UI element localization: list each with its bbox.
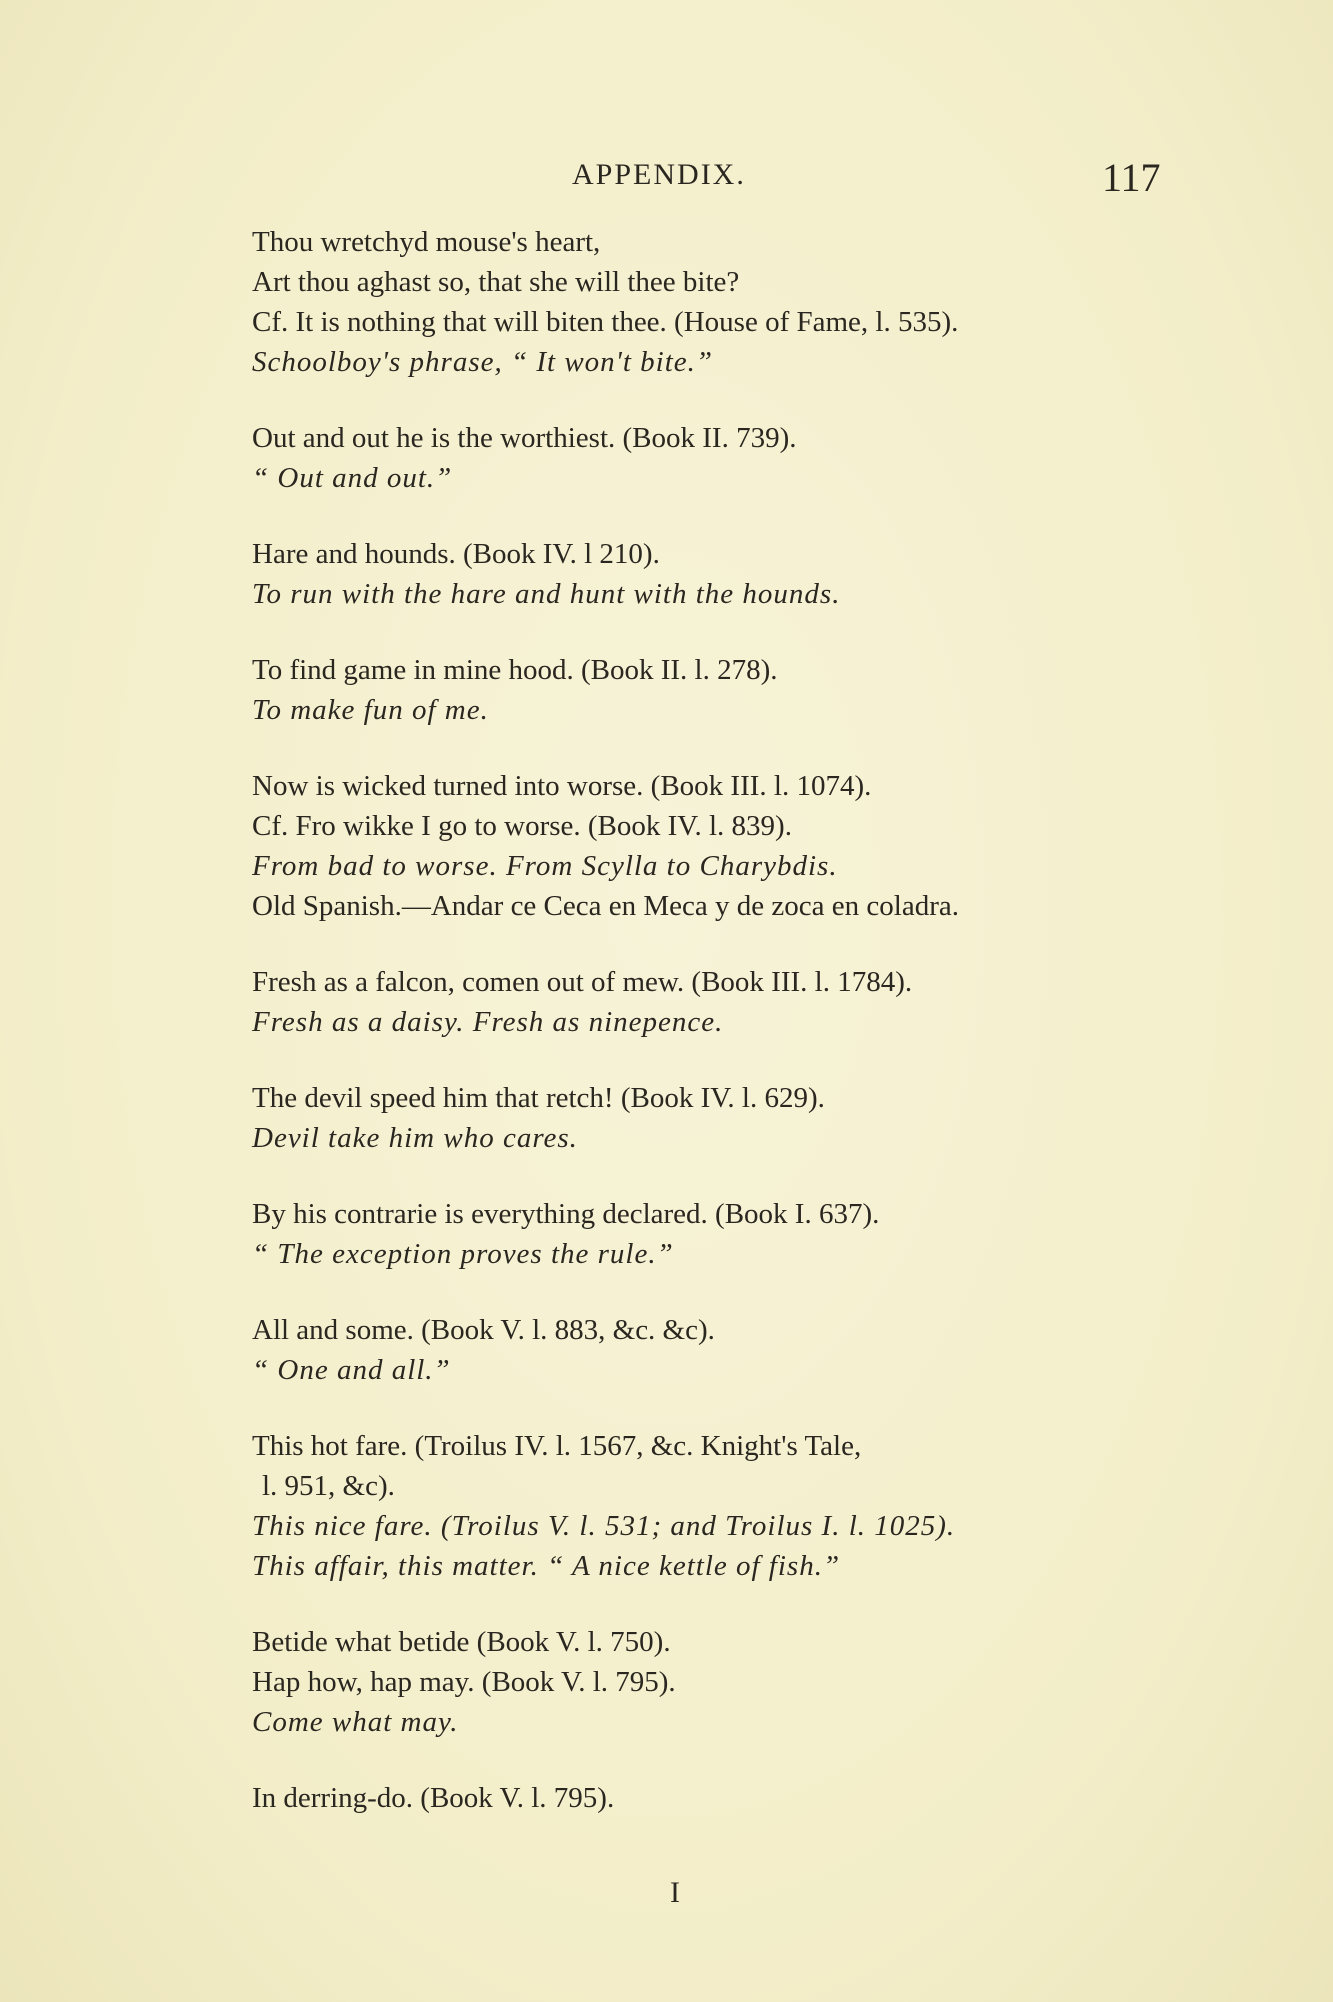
gloss-line: This nice fare. (Troilus V. l. 531; and Troilus I. l. 1025). bbox=[252, 1510, 956, 1542]
quote-line: This hot fare. (Troilus IV. l. 1567, &c. Knight's Tale, bbox=[252, 1430, 862, 1462]
appendix-body bbox=[252, 222, 1172, 1854]
quote-line: In derring-do. (Book V. l. 795). bbox=[252, 1782, 615, 1814]
quote-line: Hap how, hap may. (Book V. l. 795). bbox=[252, 1666, 676, 1698]
quote-line: Fresh as a falcon, comen out of mew. (Book III. l. 1784). bbox=[252, 966, 913, 998]
quote-line: Cf. It is nothing that will biten thee. (House of Fame, l. 535). bbox=[252, 306, 959, 338]
appendix-entry bbox=[252, 1426, 1172, 1586]
quote-line: l. 951, &c). bbox=[262, 1470, 395, 1502]
appendix-entry bbox=[252, 1310, 1172, 1390]
gloss-line: “ Out and out.” bbox=[252, 462, 453, 494]
gloss-line: “ The exception proves the rule.” bbox=[252, 1238, 674, 1270]
signature-mark: I bbox=[670, 1876, 680, 1909]
gloss-line: From bad to worse. From Scylla to Charybdis. bbox=[252, 850, 838, 882]
quote-line: All and some. (Book V. l. 883, &c. &c). bbox=[252, 1314, 715, 1346]
page-number: 117 bbox=[1102, 155, 1161, 200]
quote-line: Betide what betide (Book V. l. 750). bbox=[252, 1626, 671, 1658]
appendix-entry bbox=[252, 1778, 1172, 1818]
quote-line: Cf. Fro wikke I go to worse. (Book IV. l. 839). bbox=[252, 810, 792, 842]
quote-line: Now is wicked turned into worse. (Book III. l. 1074). bbox=[252, 770, 872, 802]
quote-line: By his contrarie is everything declared. (Book I. 637). bbox=[252, 1198, 880, 1230]
appendix-entry bbox=[252, 534, 1172, 614]
gloss-line: This affair, this matter. “ A nice kettle of fish.” bbox=[252, 1550, 841, 1582]
gloss-line: To run with the hare and hunt with the hounds. bbox=[252, 578, 841, 610]
gloss-line: Devil take him who cares. bbox=[252, 1122, 578, 1154]
appendix-entry bbox=[252, 1622, 1172, 1742]
appendix-entry bbox=[252, 222, 1172, 382]
gloss-line: “ One and all.” bbox=[252, 1354, 451, 1386]
quote-line: Out and out he is the worthiest. (Book II. 739). bbox=[252, 422, 797, 454]
gloss-line: Fresh as a daisy. Fresh as ninepence. bbox=[252, 1006, 724, 1038]
gloss-line: Come what may. bbox=[252, 1706, 459, 1738]
quote-line: To find game in mine hood. (Book II. l. 278). bbox=[252, 654, 778, 686]
appendix-entry bbox=[252, 766, 1172, 926]
appendix-entry bbox=[252, 418, 1172, 498]
appendix-entry bbox=[252, 650, 1172, 730]
appendix-entry bbox=[252, 1194, 1172, 1274]
quote-line: Hare and hounds. (Book IV. l 210). bbox=[252, 538, 660, 570]
gloss-line: To make fun of me. bbox=[252, 694, 489, 726]
quote-line: Thou wretchyd mouse's heart, bbox=[252, 226, 601, 258]
gloss-line: Schoolboy's phrase, “ It won't bite.” bbox=[252, 346, 714, 378]
appendix-entry bbox=[252, 1078, 1172, 1158]
page-header bbox=[0, 155, 1333, 218]
quote-line: The devil speed him that retch! (Book IV. l. 629). bbox=[252, 1082, 825, 1114]
quote-line: Old Spanish.—Andar ce Ceca en Meca y de zoca en coladra. bbox=[252, 890, 959, 922]
quote-line: Art thou aghast so, that she will thee bite? bbox=[252, 266, 740, 298]
appendix-entry bbox=[252, 962, 1172, 1042]
running-title: APPENDIX. bbox=[572, 158, 746, 191]
